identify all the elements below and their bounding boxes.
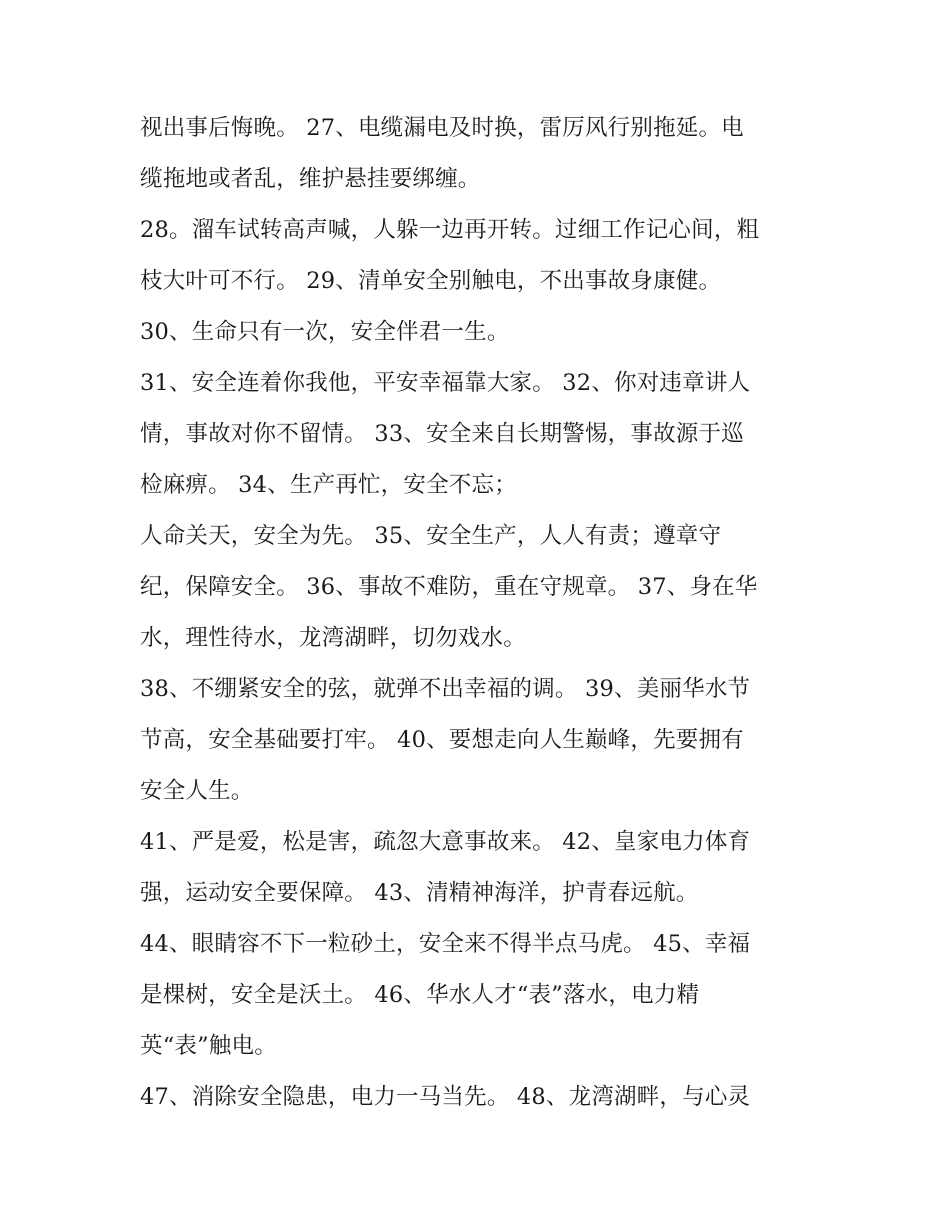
text-line-3: 28。溜车试转高声喊，人躲一边再开转。过细工作记心间，粗 xyxy=(140,217,760,243)
text-line-10: 纪，保障安全。 36、事故不难防，重在守规章。 37、身在华 xyxy=(140,574,758,600)
text-line-8: 检麻痹。 34、生产再忙，安全不忘； xyxy=(140,472,517,498)
text-line-7: 情，事故对你不留情。 33、安全来自长期警惕，事故源于巡 xyxy=(140,421,744,447)
text-line-11: 水，理性待水，龙湾湖畔，切勿戏水。 xyxy=(140,625,526,651)
text-line-2: 缆拖地或者乱，维护悬挂要绑缠。 xyxy=(140,166,481,192)
text-line-12: 38、不绷紧安全的弦，就弹不出幸福的调。 39、美丽华水节 xyxy=(140,676,751,702)
text-line-16: 强，运动安全要保障。 43、清精神海洋，护青春远航。 xyxy=(140,880,699,906)
text-line-14: 安全人生。 xyxy=(140,778,254,804)
text-line-1: 视出事后悔晚。 27、电缆漏电及时换，雷厉风行别拖延。电 xyxy=(140,115,744,141)
text-line-15: 41、严是爱，松是害，疏忽大意事故来。 42、皇家电力体育 xyxy=(140,829,751,855)
text-line-19: 英“表”触电。 xyxy=(140,1033,277,1059)
document-body xyxy=(140,103,830,1123)
text-line-13: 节高，安全基础要打牢。 40、要想走向人生巅峰，先要拥有 xyxy=(140,727,744,753)
text-line-18: 是棵树，安全是沃土。 46、华水人才“表”落水，电力精 xyxy=(140,982,700,1008)
text-line-9: 人命关天，安全为先。 35、安全生产，人人有责；遵章守 xyxy=(140,523,722,549)
text-line-6: 31、安全连着你我他，平安幸福靠大家。 32、你对违章讲人 xyxy=(140,370,751,396)
text-line-17: 44、眼睛容不下一粒砂土，安全来不得半点马虎。 45、幸福 xyxy=(140,931,751,957)
text-line-20: 47、消除安全隐患，电力一马当先。 48、龙湾湖畔，与心灵 xyxy=(140,1084,751,1110)
text-line-4: 枝大叶可不行。 29、清单安全别触电，不出事故身康健。 xyxy=(140,268,722,294)
text-line-5: 30、生命只有一次，安全伴君一生。 xyxy=(140,319,510,345)
